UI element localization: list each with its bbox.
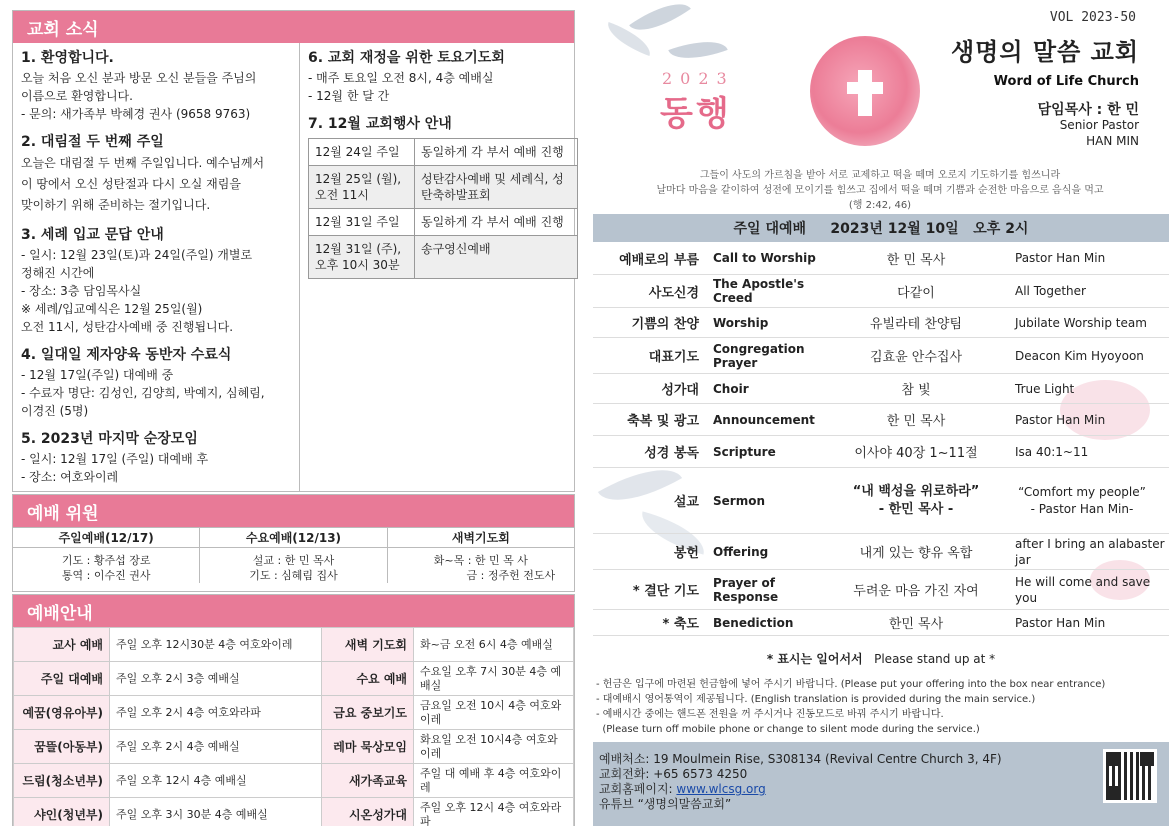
leaf-decoration bbox=[668, 31, 727, 69]
service-line: 통역 : 이수진 권사 bbox=[61, 569, 151, 582]
sermon-title-korean: “내 백성을 위로하라” bbox=[852, 483, 980, 499]
sermon-preacher: - 한민 목사 - bbox=[878, 501, 954, 517]
youtube: 유튜브 “생명의말씀교회” bbox=[599, 797, 732, 811]
senior-pastor-title: Senior Pastor bbox=[1059, 118, 1139, 132]
news-left-column bbox=[21, 49, 297, 496]
worship-row bbox=[593, 404, 1169, 436]
worship-leader-english: Pastor Han Min bbox=[1015, 251, 1106, 265]
news-item-5 bbox=[21, 430, 297, 486]
guide-label: 주일 대예배 bbox=[14, 662, 110, 696]
event-desc: 송구영신예배 bbox=[415, 236, 578, 279]
church-name-english: Word of Life Church bbox=[993, 74, 1139, 89]
verse-line: 날마다 마음을 같이하여 성전에 모이기를 힘쓰고 집에서 떡을 떼며 기쁨과 순전한 마음으로 음식을 먹고 bbox=[656, 185, 1104, 196]
worship-item-english: Congregation Prayer bbox=[713, 341, 805, 370]
service-col-head: 수요예배(12/13) bbox=[200, 528, 386, 548]
worship-item-english: Sermon bbox=[713, 493, 765, 508]
worship-item-english: Announcement bbox=[713, 412, 815, 427]
worship-row bbox=[593, 308, 1169, 338]
news-item-title: 5. 2023년 마지막 순장모임 bbox=[21, 431, 198, 447]
service-line: 금 : 정주헌 전도사 bbox=[466, 569, 556, 582]
worship-guide-table bbox=[13, 627, 574, 826]
qr-code[interactable] bbox=[1103, 749, 1157, 803]
guide-value: 주일 오후 3시 30분 4층 예배실 bbox=[110, 798, 322, 826]
service-line: 기도 : 심혜림 집사 bbox=[249, 569, 338, 582]
worship-leader: 이사야 40장 1~11절 bbox=[854, 446, 978, 461]
news-item-4 bbox=[21, 346, 297, 420]
service-col-dawn bbox=[387, 528, 574, 583]
guide-value: 주일 오후 12시 4층 예배실 bbox=[110, 764, 322, 798]
guide-value: 주일 오후 2시 3층 예배실 bbox=[110, 662, 322, 696]
worship-item-korean: * 결단 기도 bbox=[632, 584, 699, 599]
worship-item-korean: 봉헌 bbox=[673, 546, 699, 561]
footer bbox=[593, 742, 1169, 826]
logo-word: 동행 bbox=[660, 94, 732, 134]
event-desc: 동일하게 각 부서 예배 진행 bbox=[415, 209, 578, 236]
service-line: 기도 : 황주섭 장로 bbox=[61, 554, 151, 567]
worship-leader: 김효윤 안수집사 bbox=[869, 350, 963, 365]
worship-leader: 유빌라테 찬양팀 bbox=[869, 317, 963, 332]
worship-leader: 두려운 마음 가진 자여 bbox=[853, 584, 979, 599]
sermon-title bbox=[821, 483, 1011, 519]
website bbox=[599, 782, 1002, 797]
guide-label: 금요 중보기도 bbox=[322, 696, 414, 730]
service-col-sunday bbox=[13, 528, 199, 583]
cross-icon bbox=[847, 82, 883, 94]
worship-leader: 한 민 목사 bbox=[886, 414, 946, 429]
guide-label: 새벽 기도회 bbox=[322, 628, 414, 662]
worship-row bbox=[593, 275, 1169, 308]
event-desc: 성탄감사예배 및 세례식, 성탄축하발표회 bbox=[415, 166, 578, 209]
senior-pastor-korean: 담임목사 : 한 민 bbox=[1037, 102, 1139, 118]
guide-label: 꿈뜰(아동부) bbox=[14, 730, 110, 764]
worship-guide-header: 예배안내 bbox=[13, 595, 574, 627]
church-news-section bbox=[12, 10, 575, 492]
guide-label: 교사 예배 bbox=[14, 628, 110, 662]
worship-item-english: Offering bbox=[713, 544, 769, 559]
service-col-head: 주일예배(12/17) bbox=[13, 528, 199, 548]
worship-item-korean: 예배로의 부름 bbox=[619, 252, 699, 268]
news-item-6 bbox=[308, 49, 566, 105]
guide-label: 수요 예배 bbox=[322, 662, 414, 696]
scripture-verse bbox=[610, 168, 1150, 213]
worship-item-english: Choir bbox=[713, 381, 749, 396]
table-row bbox=[14, 662, 574, 696]
event-desc: 동일하게 각 부서 예배 진행 bbox=[415, 139, 578, 166]
news-item-title: 4. 일대일 제자양육 동반자 수료식 bbox=[21, 347, 232, 363]
service-committee-header: 예배 위원 bbox=[13, 495, 574, 527]
stand-note bbox=[593, 650, 1169, 667]
notice-line: - 예배시간 중에는 핸드폰 전원을 꺼 주시거나 진동모드로 바꿔 주시기 바랍니다. bbox=[596, 709, 944, 720]
news-item-body: - 매주 토요일 오전 8시, 4층 예배실 - 12월 한 달 간 bbox=[308, 71, 494, 103]
table-row bbox=[309, 236, 578, 279]
news-item-title: 7. 12월 교회행사 안내 bbox=[308, 116, 452, 132]
news-item-body: - 12월 17일(주일) 대예배 중 - 수료자 명단: 김성인, 김양희, 박예지, 심혜림, 이경진 (5명) bbox=[21, 368, 265, 418]
worship-leader-english: Deacon Kim Hyoyoon bbox=[1015, 348, 1144, 363]
worship-item-korean: 사도신경 bbox=[648, 285, 699, 301]
worship-row bbox=[593, 436, 1169, 468]
table-row bbox=[14, 730, 574, 764]
worship-leader-english: Pastor Han Min bbox=[1015, 615, 1106, 630]
church-name-korean: 생명의 말씀 교회 bbox=[951, 37, 1139, 66]
guide-label: 샤인(청년부) bbox=[14, 798, 110, 826]
news-item-title: 6. 교회 재정을 위한 토요기도회 bbox=[308, 50, 505, 66]
worship-item-english: Scripture bbox=[713, 444, 776, 459]
notice-line: (Please turn off mobile phone or change to silent mode during the service.) bbox=[596, 724, 980, 735]
worship-leader-english: Pastor Han Min bbox=[1015, 412, 1106, 427]
guide-value: 주일 오후 12시 4층 여호와라파 bbox=[414, 798, 574, 826]
table-row bbox=[14, 764, 574, 798]
news-item-1 bbox=[21, 49, 297, 123]
table-row bbox=[14, 696, 574, 730]
verse-line: 그들이 사도의 가르침을 받아 서로 교제하고 떡을 떼며 오로지 기도하기를 힘쓰니라 bbox=[699, 170, 1061, 181]
notice-line: - 대예배시 영어통역이 제공됩니다. (English translation is provided during the main service.) bbox=[596, 694, 1036, 705]
worship-item-english: Call to Worship bbox=[713, 251, 816, 265]
worship-leader-english: Isa 40:1~11 bbox=[1015, 444, 1089, 459]
guide-label: 드림(청소년부) bbox=[14, 764, 110, 798]
website-link[interactable]: www.wlcsg.org bbox=[676, 782, 766, 796]
news-right-column bbox=[299, 43, 574, 491]
worship-row bbox=[593, 534, 1169, 570]
worship-leader-english: Jubilate Worship team bbox=[1015, 315, 1147, 330]
table-row bbox=[309, 166, 578, 209]
news-item-title: 3. 세례 입교 문답 안내 bbox=[21, 227, 164, 243]
sermon-title-en: “Comfort my people” bbox=[1018, 484, 1146, 499]
guide-value: 주일 오후 2시 4층 여호와라파 bbox=[110, 696, 322, 730]
sermon-title-english bbox=[1011, 484, 1169, 518]
worship-item-korean: 대표기도 bbox=[648, 350, 699, 365]
worship-item-korean: 기쁨의 찬양 bbox=[631, 317, 699, 332]
guide-label: 새가족교육 bbox=[322, 764, 414, 798]
guide-value: 화요일 오전 10시4층 여호와이레 bbox=[414, 730, 574, 764]
worship-item-korean: * 축도 bbox=[662, 617, 699, 632]
worship-row bbox=[593, 610, 1169, 636]
volume-number: VOL 2023-50 bbox=[1049, 10, 1136, 25]
service-line: 설교 : 한 민 목사 bbox=[252, 554, 335, 567]
stand-note-english: Please stand up at * bbox=[874, 652, 996, 666]
worship-item-english: Benediction bbox=[713, 615, 794, 630]
news-item-7 bbox=[308, 115, 566, 134]
table-row bbox=[14, 628, 574, 662]
event-date: 12월 25일 (월), 오전 11시 bbox=[309, 166, 415, 209]
worship-row bbox=[593, 338, 1169, 374]
worship-item-english: The Apostle's Creed bbox=[713, 277, 805, 305]
news-item-title: 1. 환영합니다. bbox=[21, 50, 114, 66]
news-item-body: - 일시: 12월 23일(토)과 24일(주일) 개별로 정해진 시간에 - 장소: 3층 담임목사실 ※ 세례/입교예식은 12월 25일(월) 오전 11시, 성탄감사예배 중 진행됩니다. bbox=[21, 248, 253, 334]
table-row bbox=[14, 798, 574, 826]
service-committee-section bbox=[12, 494, 575, 592]
worship-item-korean: 성가대 bbox=[661, 383, 699, 398]
guide-value: 주일 대 예배 후 4층 여호와이레 bbox=[414, 764, 574, 798]
worship-leader-english: All Together bbox=[1015, 284, 1086, 298]
worship-leader: 참 빛 bbox=[901, 383, 931, 398]
worship-leader-english: True Light bbox=[1015, 381, 1075, 396]
worship-guide-section bbox=[12, 594, 575, 826]
qr-code-pattern bbox=[1106, 752, 1154, 800]
worship-item-korean: 설교 bbox=[673, 495, 699, 510]
right-panel bbox=[590, 0, 1169, 826]
sermon-preacher-en: - Pastor Han Min- bbox=[1030, 501, 1134, 516]
event-date: 12월 31일 주일 bbox=[309, 209, 415, 236]
table-row bbox=[309, 209, 578, 236]
senior-pastor-name: HAN MIN bbox=[1086, 134, 1139, 148]
guide-value: 주일 오후 12시30분 4층 여호와이레 bbox=[110, 628, 322, 662]
worship-row bbox=[593, 374, 1169, 404]
service-col-wednesday bbox=[199, 528, 386, 583]
news-item-2 bbox=[21, 133, 297, 216]
worship-leader: 다같이 bbox=[897, 285, 935, 301]
worship-leader: 내게 있는 향유 옥합 bbox=[859, 546, 973, 561]
table-row bbox=[309, 139, 578, 166]
guide-value: 수요일 오후 7시 30분 4층 예배실 bbox=[414, 662, 574, 696]
news-item-body: 오늘 처음 오신 분과 방문 오신 분들을 주님의 이름으로 환영합니다. - 문의: 새가족부 박혜경 권사 (9658 9763) bbox=[21, 71, 257, 121]
worship-leader-english: He will come and save you bbox=[1015, 574, 1151, 605]
guide-label: 시온성가대 bbox=[322, 798, 414, 826]
phone: 교회전화: +65 6573 4250 bbox=[599, 767, 748, 781]
guide-label: 레마 묵상모임 bbox=[322, 730, 414, 764]
worship-item-korean: 성경 봉독 bbox=[644, 446, 699, 461]
worship-order-header: 주일 대예배 2023년 12월 10일 오후 2시 bbox=[593, 214, 1169, 242]
left-panel bbox=[12, 10, 575, 826]
sermon-row bbox=[593, 468, 1169, 534]
worship-leader-english: after I bring an alabaster jar bbox=[1015, 536, 1165, 567]
news-item-body: - 일시: 12월 17일 (주일) 대예배 후 - 장소: 여호와이레 bbox=[21, 452, 209, 484]
event-date: 12월 24일 주일 bbox=[309, 139, 415, 166]
church-news-header: 교회 소식 bbox=[13, 11, 574, 43]
news-item-body: 오늘은 대림절 두 번째 주일입니다. 예수님께서 이 땅에서 오신 성탄절과 다시 오실 재림을 맞이하기 위해 준비하는 절기입니다. bbox=[21, 156, 265, 212]
guide-value: 금요일 오전 10시 4층 여호와이레 bbox=[414, 696, 574, 730]
news-item-title: 2. 대림절 두 번째 주일 bbox=[21, 134, 164, 150]
worship-item-english: Prayer of Response bbox=[713, 575, 779, 604]
news-item-3 bbox=[21, 226, 297, 336]
december-events-table bbox=[308, 138, 578, 279]
guide-value: 주일 오후 2시 4층 예배실 bbox=[110, 730, 322, 764]
worship-row bbox=[593, 570, 1169, 610]
worship-leader: 한 민 목사 bbox=[886, 252, 946, 268]
worship-row bbox=[593, 242, 1169, 275]
guide-value: 화~금 오전 6시 4층 예배실 bbox=[414, 628, 574, 662]
address: 예배처소: 19 Moulmein Rise, S308134 (Revival Centre Church 3, 4F) bbox=[599, 752, 1002, 766]
worship-leader: 한민 목사 bbox=[888, 617, 944, 632]
worship-order bbox=[593, 242, 1169, 636]
website-label: 교회홈페이지: bbox=[599, 782, 677, 796]
worship-item-korean: 축복 및 광고 bbox=[627, 414, 699, 429]
guide-label: 예꿈(영유아부) bbox=[14, 696, 110, 730]
notice-line: - 헌금은 입구에 마련된 헌금함에 넣어 주시기 바랍니다. (Please put your offering into the box near entrance) bbox=[596, 679, 1106, 690]
worship-item-english: Worship bbox=[713, 315, 769, 330]
event-date: 12월 31일 (주), 오후 10시 30분 bbox=[309, 236, 415, 279]
service-line: 화~목 : 한 민 목 사 bbox=[433, 554, 528, 567]
service-col-head: 새벽기도회 bbox=[388, 528, 574, 548]
stand-note-korean: * 표시는 일어서서 bbox=[766, 652, 863, 666]
notices bbox=[596, 677, 1166, 737]
verse-reference: (행 2:42, 46) bbox=[848, 200, 912, 211]
logo-year: 2023 bbox=[662, 69, 735, 88]
